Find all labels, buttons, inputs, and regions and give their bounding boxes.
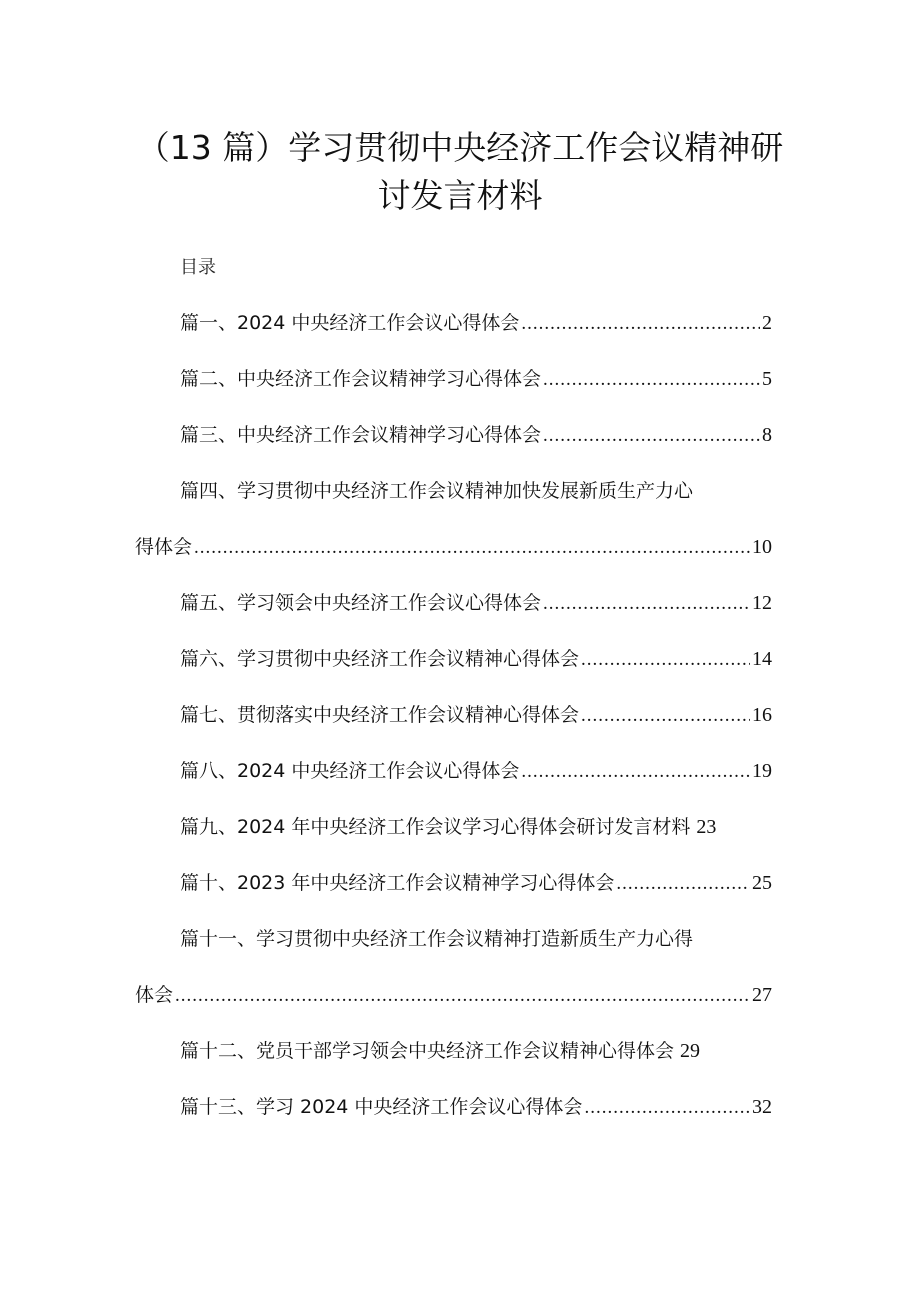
toc-entry-label: 篇六、学习贯彻中央经济工作会议精神心得体会 xyxy=(180,648,580,670)
toc-entry-2[interactable] xyxy=(180,364,772,395)
toc-entry-8[interactable] xyxy=(180,756,772,787)
toc-dot-leader xyxy=(584,1093,750,1123)
toc-entry-label: 篇三、中央经济工作会议精神学习心得体会 xyxy=(180,424,542,446)
toc-page-number: 32 xyxy=(752,1096,772,1118)
toc-entry-6[interactable] xyxy=(180,644,772,675)
toc-entry-label: 得体会 xyxy=(135,536,193,558)
toc-page-number: 14 xyxy=(752,648,772,670)
toc-dot-leader xyxy=(543,421,760,451)
toc-entry-label: 篇五、学习领会中央经济工作会议心得体会 xyxy=(180,592,542,614)
toc-dot-leader xyxy=(581,645,750,675)
toc-entry-11-line-1[interactable]: 篇十一、学习贯彻中央经济工作会议精神打造新质生产力心得 xyxy=(180,928,694,950)
toc-dot-leader xyxy=(194,533,750,563)
toc-page-number: 19 xyxy=(752,760,772,782)
toc-entry-label: 篇一、2024 中央经济工作会议心得体会 xyxy=(180,312,520,334)
toc-dot-leader xyxy=(521,757,750,787)
toc-entry-12[interactable] xyxy=(180,1036,700,1066)
toc-entry-4-line-1[interactable]: 篇四、学习贯彻中央经济工作会议精神加快发展新质生产力心 xyxy=(180,480,694,502)
toc-entry-label: 篇十、2023 年中央经济工作会议精神学习心得体会 xyxy=(180,872,615,894)
toc-page-number: 25 xyxy=(752,872,772,894)
toc-entry-label: 篇二、中央经济工作会议精神学习心得体会 xyxy=(180,368,542,390)
toc-entry-label: 篇八、2024 中央经济工作会议心得体会 xyxy=(180,760,520,782)
toc-dot-leader xyxy=(543,589,750,619)
toc-page-number: 16 xyxy=(752,704,772,726)
toc-dot-leader xyxy=(543,365,760,395)
toc-page-number: 10 xyxy=(752,536,772,558)
toc-entry-label: 体会 xyxy=(135,984,174,1006)
toc-dot-leader xyxy=(175,981,750,1011)
toc-page-number: 12 xyxy=(752,592,772,614)
toc-heading: 目录 xyxy=(180,257,216,278)
document-title-line-2: 讨发言材料 xyxy=(377,176,543,215)
toc-page-number: 5 xyxy=(762,368,772,390)
toc-page-number: 23 xyxy=(696,816,717,838)
toc-entry-5[interactable] xyxy=(180,588,772,619)
toc-entry-4[interactable] xyxy=(135,532,772,563)
toc-page-number: 2 xyxy=(762,312,772,334)
document-title-line-1: （13 篇）学习贯彻中央经济工作会议精神研 xyxy=(136,128,784,167)
toc-entry-label: 篇九、2024 年中央经济工作会议学习心得体会研讨发言材料 xyxy=(180,816,691,838)
toc-page-number: 8 xyxy=(762,424,772,446)
toc-entry-1[interactable] xyxy=(180,308,772,339)
toc-dot-leader xyxy=(616,869,750,899)
toc-page-number: 27 xyxy=(752,984,772,1006)
toc-entry-7[interactable] xyxy=(180,700,772,731)
toc-entry-3[interactable] xyxy=(180,420,772,451)
toc-entry-10[interactable] xyxy=(180,868,772,899)
toc-dot-leader xyxy=(581,701,750,731)
toc-entry-label: 篇十二、党员干部学习领会中央经济工作会议精神心得体会 xyxy=(180,1040,675,1062)
toc-entry-label: 篇七、贯彻落实中央经济工作会议精神心得体会 xyxy=(180,704,580,726)
toc-entry-11[interactable] xyxy=(135,980,772,1011)
toc-entry-label: 篇十三、学习 2024 中央经济工作会议心得体会 xyxy=(180,1096,583,1118)
toc-dot-leader xyxy=(521,309,760,339)
toc-entry-13[interactable] xyxy=(180,1092,772,1123)
toc-page-number: 29 xyxy=(680,1040,701,1062)
toc-entry-9[interactable] xyxy=(180,812,716,842)
